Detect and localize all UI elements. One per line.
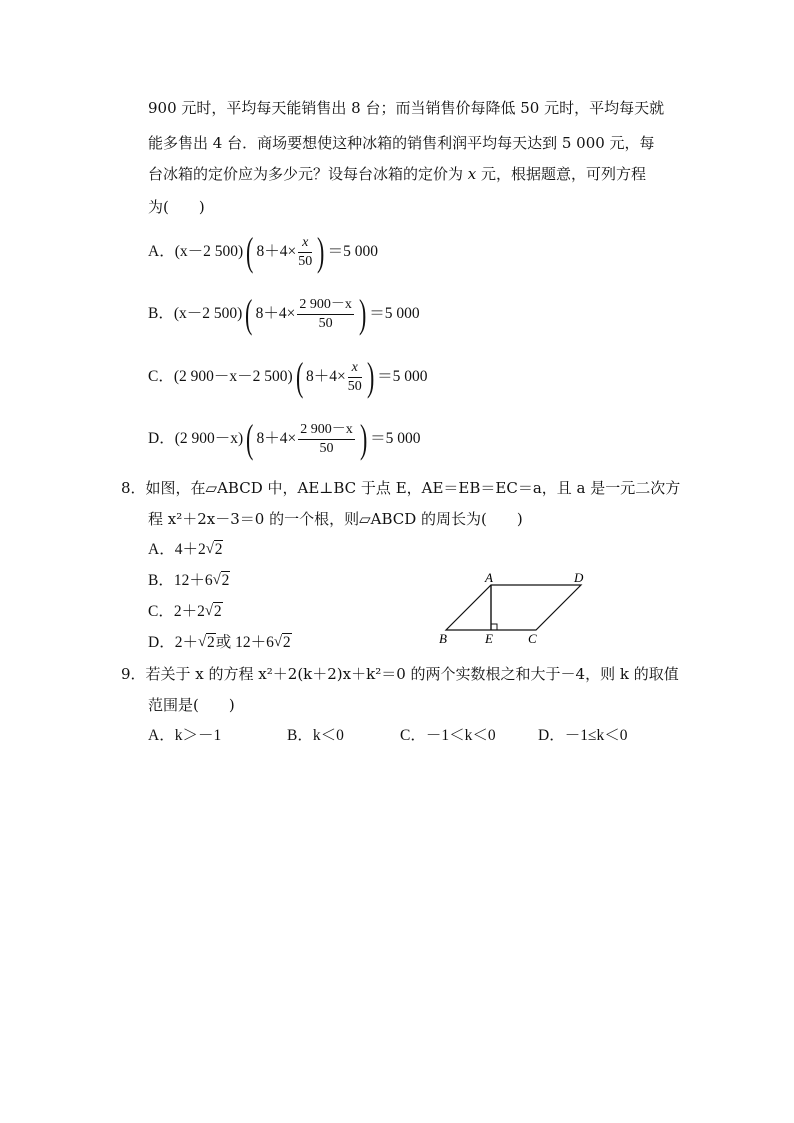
fraction: $\frac{x}{50}$ xyxy=(347,359,362,394)
option-rhs: ＝5 000 xyxy=(370,430,421,447)
option-label: B． xyxy=(148,305,174,322)
q7-text-line-1: 900 元时，平均每天能销售出 8 台；而当销售价每降低 50 元时，平均每天就 xyxy=(148,99,665,117)
fraction: $\frac{2 900-x}{50}$ xyxy=(300,421,353,456)
q8-option-b: B．12＋6 √ 2 xyxy=(148,572,230,589)
q7-option-c: C．(2 900－x－2 500)( 8＋4× $\frac{x}{50}$ ) ＝5 000 xyxy=(148,354,428,400)
option-left-factor: (x－2 500) xyxy=(174,243,244,260)
right-angle-mark xyxy=(491,624,497,630)
option-label: A． xyxy=(148,243,175,260)
q8-option-a: A．4＋2 √ 2 xyxy=(148,541,223,558)
q8-option-c: C．2＋2 √ 2 xyxy=(148,603,222,620)
label-d: D xyxy=(574,570,584,585)
fraction: $\frac{x}{50}$ xyxy=(298,234,313,269)
q7-option-a: A．(x－2 500)( 8＋4× $\frac{x}{50}$ ) ＝5 000 xyxy=(148,229,378,275)
q9-text-line-2: 范围是( ) xyxy=(148,696,235,714)
option-left-factor: (x－2 500) xyxy=(173,305,243,322)
q7-text-line-2: 能多售出 4 台．商场要想使这种冰箱的销售利润平均每天达到 5 000 元，每 xyxy=(148,134,655,152)
q9-option-c: C．－1＜k＜0 xyxy=(400,727,496,744)
q9-option-b: B．k＜0 xyxy=(287,727,344,744)
q7-option-b: B．(x－2 500)( 8＋4× $\frac{2 900-x}{50}$ ) ＝5 000 xyxy=(148,291,420,337)
q8-text-line-1: 8．如图，在▱ABCD 中，AE⊥BC 于点 E，AE＝EB＝EC＝a，且 a 是一元二次方 xyxy=(121,479,681,497)
option-label: D． xyxy=(148,430,175,447)
q9-option-d: D．－1≤k＜0 xyxy=(538,727,628,744)
option-left-factor: (2 900－x) xyxy=(174,430,244,447)
label-c: C xyxy=(528,631,537,646)
parallelogram-outline xyxy=(446,585,581,630)
sqrt-symbol: √ 2 xyxy=(197,634,215,651)
option-inner: 8＋4× xyxy=(256,430,297,447)
q9-option-a: A．k＞－1 xyxy=(148,727,222,744)
sqrt-symbol: √ 2 xyxy=(273,634,291,651)
sqrt-symbol: √ 2 xyxy=(212,572,230,589)
option-rhs: ＝5 000 xyxy=(377,368,428,385)
option-inner: 8＋4× xyxy=(306,368,346,385)
label-b: B xyxy=(439,631,447,646)
q7-text-line-4: 为( ) xyxy=(148,198,205,216)
sqrt-symbol: √ 2 xyxy=(205,541,223,558)
sqrt-symbol: √ 2 xyxy=(204,603,222,620)
q8-text-line-2: 程 x²＋2x－3＝0 的一个根，则▱ABCD 的周长为( ) xyxy=(148,510,523,528)
q7-text-line-3-b: 元，根据题意，可列方程 xyxy=(476,165,647,183)
q7-text-line-3 xyxy=(148,164,646,184)
option-inner: 8＋4× xyxy=(256,243,297,260)
q7-text-line-3-a: 台冰箱的定价应为多少元？设每台冰箱的定价为 xyxy=(148,165,468,183)
q7-variable-x: x xyxy=(467,165,477,183)
label-a: A xyxy=(485,570,493,585)
q9-text-line-1: 9．若关于 x 的方程 x²＋2(k＋2)x＋k²＝0 的两个实数根之和大于－4，则 k 的取值 xyxy=(121,665,679,683)
option-rhs: ＝5 000 xyxy=(369,305,420,322)
fraction: $\frac{2 900-x}{50}$ xyxy=(299,296,352,331)
option-left-factor: (2 900－x－2 500) xyxy=(173,368,293,385)
q7-option-d: D．(2 900－x)( 8＋4× $\frac{2 900-x}{50}$ ) ＝5 000 xyxy=(148,416,421,462)
q8-option-d: D．2＋ √ 2或 12＋6 √ 2 xyxy=(148,634,291,651)
option-inner: 8＋4× xyxy=(255,305,296,322)
option-label: C． xyxy=(148,368,174,385)
label-e: E xyxy=(485,631,493,646)
option-rhs: ＝5 000 xyxy=(327,243,378,260)
parallelogram-figure xyxy=(436,568,596,648)
